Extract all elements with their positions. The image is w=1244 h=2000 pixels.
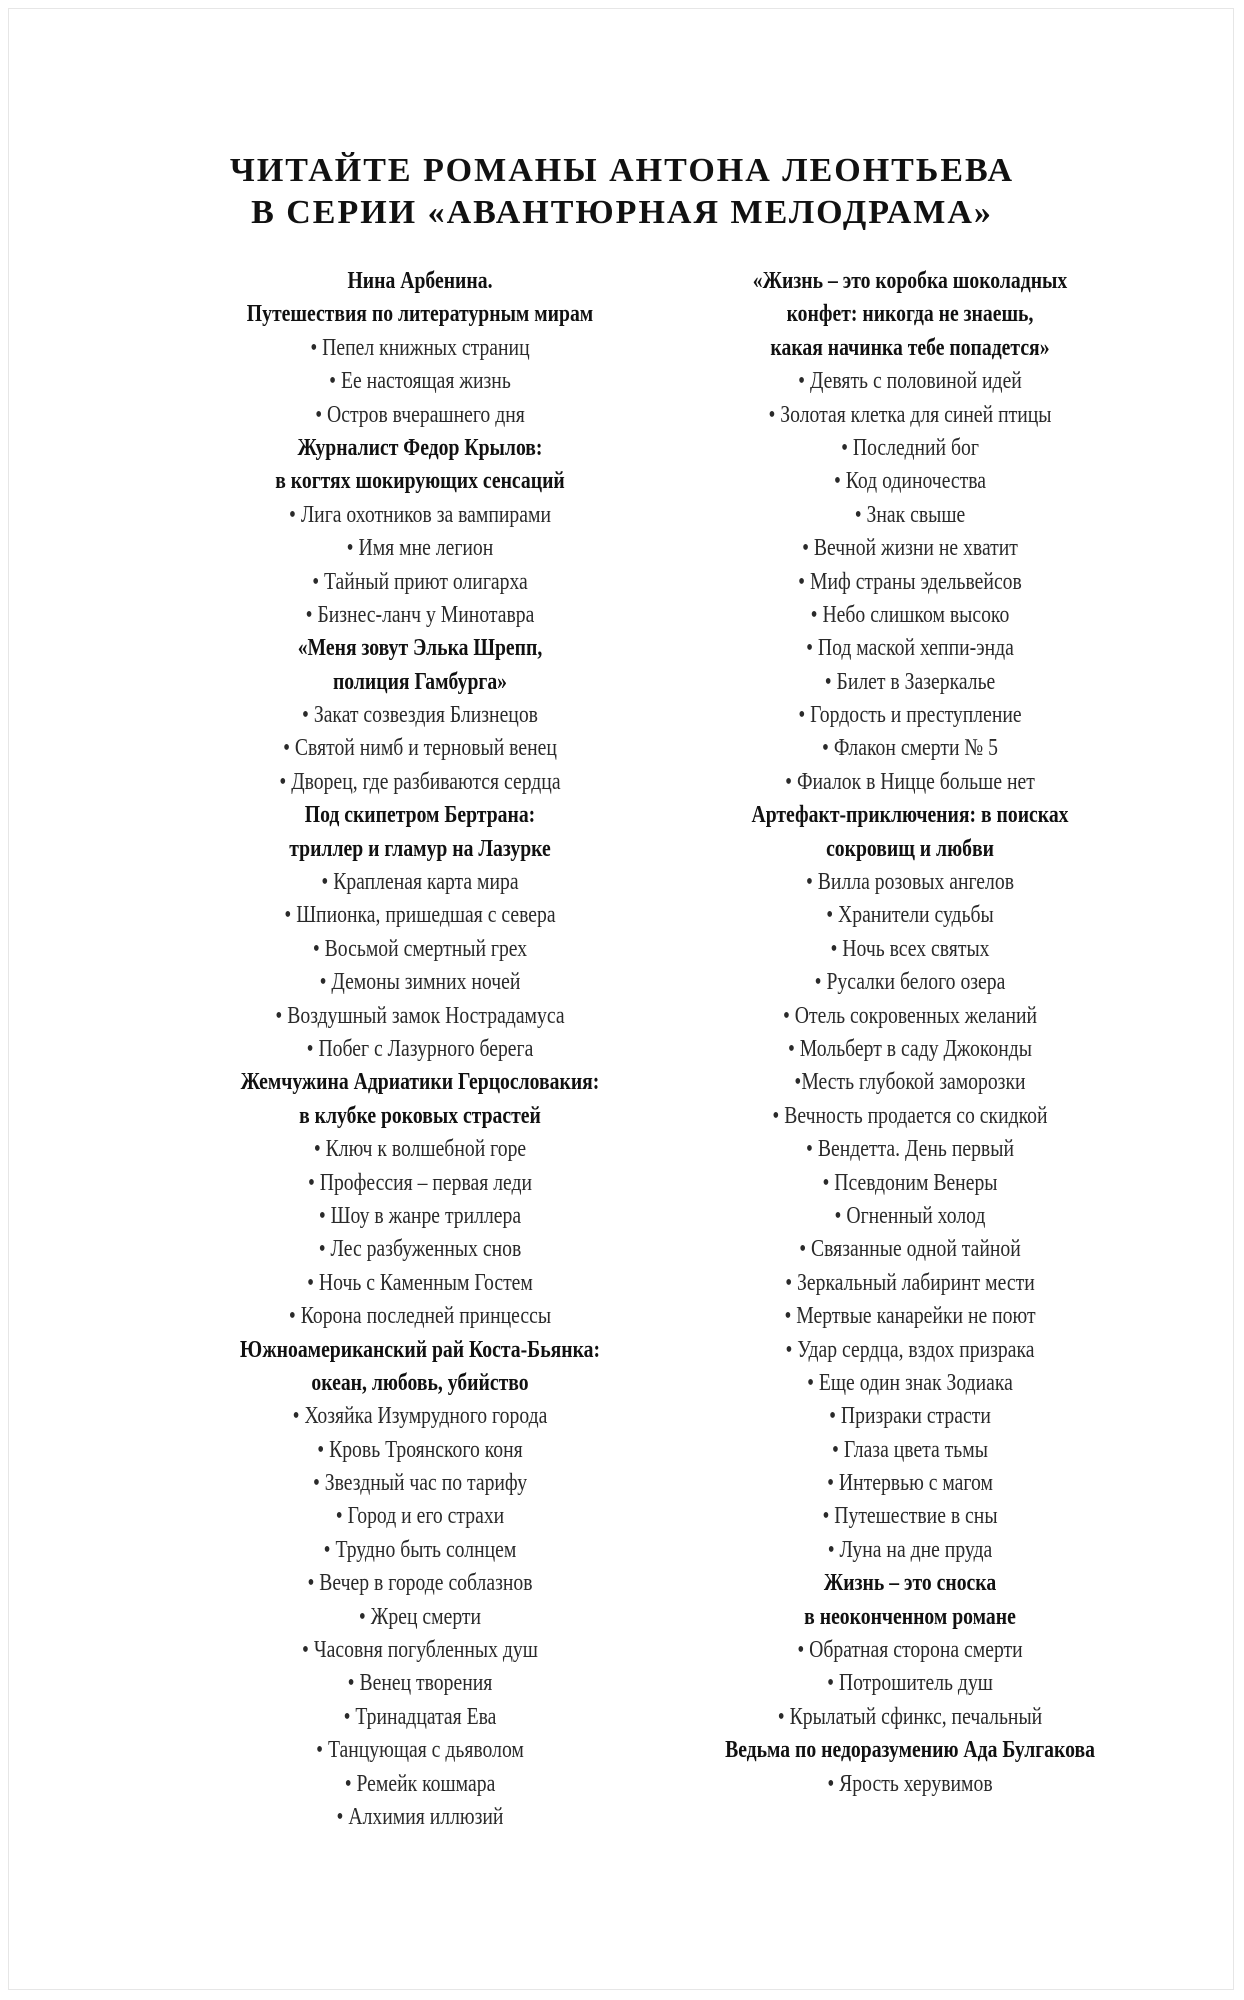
book-title: • Призраки страсти [829, 1403, 991, 1430]
book-title: • Огненный холод [834, 1202, 986, 1229]
book-title: • Миф страны эдельвейсов [798, 568, 1022, 595]
book-title: • Остров вчерашнего дня [315, 401, 525, 428]
series-title: Журналист Федор Крылов: [297, 434, 543, 461]
book-title: • Город и его страхи [335, 1503, 505, 1530]
book-title: • Часовня погубленных душ [302, 1637, 538, 1664]
book-title: • Воздушный замок Нострадамуса [275, 1002, 565, 1029]
series-title: «Меня зовут Элька Шрепп, [297, 635, 543, 662]
book-title: • Луна на дне пруда [827, 1536, 993, 1563]
book-title: • Еще один знак Зодиака [807, 1369, 1013, 1396]
book-title: • Закат созвездия Близнецов [302, 702, 538, 729]
book-title: • Гордость и преступление [798, 702, 1022, 729]
book-title: • Отель сокровенных желаний [782, 1002, 1038, 1029]
book-title: • Флакон смерти № 5 [822, 735, 998, 762]
book-title: • Хранители судьбы [826, 902, 994, 929]
book-title: • Вечность продается со скидкой [772, 1102, 1048, 1129]
book-title: • Тайный приют олигарха [312, 568, 528, 595]
book-title: • Крылатый сфинкс, печальный [777, 1703, 1043, 1730]
left-book-column [170, 265, 670, 1834]
book-title: • Фиалок в Ницце больше нет [785, 768, 1035, 795]
book-title: • Золотая клетка для синей птицы [768, 401, 1052, 428]
book-title: • Ярость херувимов [827, 1770, 993, 1797]
book-title: • Шоу в жанре триллера [318, 1202, 522, 1229]
book-title: • Хозяйка Изумрудного города [292, 1403, 548, 1430]
book-title: • Обратная сторона смерти [797, 1637, 1023, 1664]
book-title: • Бизнес-ланч у Минотавра [305, 601, 535, 628]
book-title: • Вечер в городе соблазнов [307, 1570, 533, 1597]
book-title: • Девять с половиной идей [798, 368, 1022, 395]
book-title: • Путешествие в сны [822, 1503, 998, 1530]
book-title: • Псевдоним Венеры [822, 1169, 998, 1196]
book-title: • Тринадцатая Ева [343, 1703, 497, 1730]
right-book-column [660, 265, 1160, 1801]
book-title: • Ночь с Каменным Гостем [307, 1269, 533, 1296]
book-title: • Мертвые канарейки не поют [784, 1303, 1036, 1330]
book-title: • Мольберт в саду Джоконды [787, 1035, 1033, 1062]
heading-line-1: ЧИТАЙТЕ РОМАНЫ АНТОНА ЛЕОНТЬЕВА [229, 152, 1015, 189]
series-title: полиция Гамбурга» [332, 668, 508, 695]
series-title: триллер и гламур на Лазурке [289, 835, 551, 862]
book-title: • Лига охотников за вампирами [289, 501, 551, 528]
book-title: • Удар сердца, вздох призрака [785, 1336, 1035, 1363]
book-title: • Ремейк кошмара [344, 1770, 496, 1797]
book-title: • Знак свыше [854, 501, 966, 528]
series-title: Артефакт-приключения: в поисках [751, 802, 1069, 829]
book-title: • Потрошитель душ [827, 1670, 993, 1697]
book-title: • Корона последней принцессы [288, 1303, 552, 1330]
series-title: Южноамериканский рай Коста-Бьянка: [239, 1336, 601, 1363]
book-title: • Пепел книжных страниц [310, 334, 530, 361]
series-title: океан, любовь, убийство [311, 1369, 529, 1396]
series-title: Жемчужина Адриатики Герцословакия: [240, 1069, 600, 1096]
series-title: Нина Арбенина. [347, 268, 493, 294]
book-title: • Имя мне легион [346, 535, 494, 562]
series-title: в клубке роковых страстей [299, 1102, 541, 1129]
book-title: • Под маской хеппи-энда [806, 635, 1014, 662]
book-title: • Крапленая карта мира [321, 869, 519, 896]
book-title: • Трудно быть солнцем [323, 1536, 517, 1563]
book-title: • Небо слишком высоко [810, 601, 1010, 628]
book-title: • Вечной жизни не хватит [802, 535, 1018, 562]
book-title: • Вендетта. День первый [806, 1136, 1014, 1163]
book-title: • Ее настоящая жизнь [329, 368, 511, 395]
page-heading [0, 150, 1244, 234]
book-title: • Шпионка, пришедшая с севера [284, 902, 556, 929]
book-title: •Месть глубокой заморозки [794, 1069, 1026, 1096]
book-title: • Интервью с магом [827, 1470, 993, 1497]
book-title: • Глаза цвета тьмы [832, 1436, 988, 1463]
book-title: • Ключ к волшебной горе [313, 1136, 527, 1163]
book-title: • Дворец, где разбиваются сердца [279, 768, 561, 795]
series-title: в когтях шокирующих сенсаций [275, 468, 565, 495]
book-title: • Код одиночества [833, 468, 987, 495]
series-title: какая начинка тебе попадется» [770, 334, 1050, 361]
book-title: • Зеркальный лабиринт мести [785, 1269, 1035, 1296]
book-title: • Кровь Троянского коня [317, 1436, 523, 1463]
book-title: • Профессия – первая леди [307, 1169, 533, 1196]
heading-line-2: В СЕРИИ «АВАНТЮРНАЯ МЕЛОДРАМА» [251, 194, 993, 231]
series-title: «Жизнь – это коробка шоколадных [752, 268, 1068, 294]
book-title: • Русалки белого озера [814, 969, 1006, 996]
series-title: сокровищ и любви [826, 835, 994, 862]
book-title: • Последний бог [841, 434, 979, 461]
book-title: • Лес разбуженных снов [318, 1236, 522, 1263]
series-title: в неоконченном романе [804, 1603, 1016, 1630]
book-title: • Связанные одной тайной [799, 1236, 1021, 1263]
series-title: Под скипетром Бертрана: [304, 802, 536, 829]
book-title: • Восьмой смертный грех [312, 935, 528, 962]
book-title: • Демоны зимних ночей [319, 969, 521, 996]
book-title: • Жрец смерти [358, 1603, 482, 1630]
series-title: Жизнь – это сноска [823, 1570, 997, 1597]
book-title: • Побег с Лазурного берега [306, 1035, 534, 1062]
book-title: • Ночь всех святых [830, 935, 990, 962]
book-title: • Танцующая с дьяволом [316, 1737, 524, 1764]
book-title: • Вилла розовых ангелов [806, 869, 1014, 896]
series-title: Ведьма по недоразумению Ада Булгакова [725, 1737, 1095, 1764]
book-title: • Звездный час по тарифу [312, 1470, 528, 1497]
book-title: • Алхимия иллюзий [336, 1803, 504, 1830]
book-title: • Святой нимб и терновый венец [283, 735, 557, 762]
book-title: • Билет в Зазеркалье [824, 668, 996, 695]
series-title: конфет: никогда не знаешь, [786, 301, 1034, 328]
series-title: Путешествия по литературным мирам [246, 301, 594, 328]
book-title: • Венец творения [347, 1670, 493, 1697]
